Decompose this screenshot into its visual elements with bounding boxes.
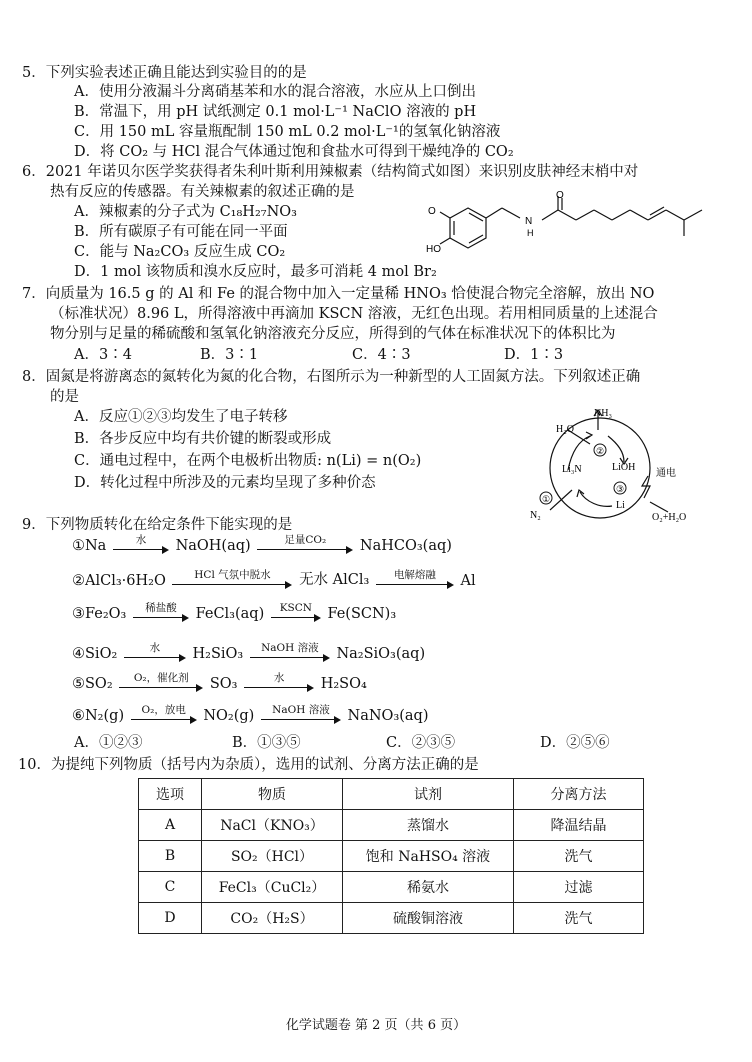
methoxy-o-label: O <box>428 206 436 217</box>
table-cell: B <box>139 841 202 872</box>
reactant: ③Fe₂O₃ <box>72 606 127 622</box>
arrow-condition: 水 <box>273 672 285 684</box>
intermediate: H₂SiO₃ <box>192 646 244 662</box>
intermediate: 无水 AlCl₃ <box>299 572 370 588</box>
product: Na₂SiO₃(aq) <box>336 646 426 662</box>
step2-label: ② <box>596 446 605 456</box>
q9-option-c: C．②③⑤ <box>386 735 456 751</box>
q9-stem: 9．下列物质转化在给定条件下能实现的是 <box>22 517 293 533</box>
q6-option-c: C．能与 Na₂CO₃ 反应生成 CO₂ <box>74 244 286 260</box>
table-row <box>139 841 644 872</box>
q8-option-a: A．反应①②③均发生了电子转移 <box>74 409 288 425</box>
q9-reaction-3 <box>72 602 396 626</box>
arrow-condition: NaOH 溶液 <box>272 704 330 716</box>
reactant: ①Na <box>72 538 107 554</box>
q9-reaction-5 <box>72 672 367 696</box>
product: Al <box>460 573 476 589</box>
step1-label: ① <box>542 494 551 504</box>
q9-option-a: A．①②③ <box>74 735 143 751</box>
table-cell: 降温结晶 <box>514 810 644 841</box>
q7-option-a: A．3∶4 <box>74 347 132 363</box>
capsaicin-structure <box>426 190 720 262</box>
arrow-condition: 水 <box>135 534 147 546</box>
reactant: ④SiO₂ <box>72 646 118 662</box>
table-cell: 蒸馏水 <box>343 810 514 841</box>
arrow-condition: 稀盐酸 <box>145 602 177 614</box>
nitrogen-fixation-cycle-diagram <box>520 400 700 530</box>
reaction-arrow <box>124 642 186 662</box>
q7-option-b: B．3∶1 <box>200 347 259 363</box>
table-row <box>139 810 644 841</box>
table-cell: CO₂（H₂S） <box>202 903 343 934</box>
n2-label: N₂ <box>530 510 541 521</box>
product: Fe(SCN)₃ <box>327 606 397 622</box>
reactant: ⑥N₂(g) <box>72 708 125 724</box>
table-cell: C <box>139 872 202 903</box>
table-cell: 硫酸铜溶液 <box>343 903 514 934</box>
table-row <box>139 872 644 903</box>
table-cell: 稀氨水 <box>343 872 514 903</box>
table-cell: FeCl₃（CuCl₂） <box>202 872 343 903</box>
header-cell: 物质 <box>202 779 343 810</box>
q9-option-b: B．①③⑤ <box>232 735 301 751</box>
intermediate: NO₂(g) <box>203 708 255 724</box>
arrow-condition: 电解熔融 <box>393 569 436 581</box>
table-cell: 洗气 <box>514 903 644 934</box>
q6-stem-line1: 6．2021 年诺贝尔医学奖获得者朱利叶斯利用辣椒素（结构简式如图）来识别皮肤神经末梢中对 <box>22 164 639 180</box>
reaction-arrow <box>113 534 169 554</box>
q9-reaction-2 <box>72 568 476 592</box>
amide-h-label: H <box>527 228 534 238</box>
reactant: ⑤SO₂ <box>72 676 113 692</box>
reaction-arrow <box>119 672 203 692</box>
q7-stem-line1: 7．向质量为 16.5 g 的 Al 和 Fe 的混合物中加入一定量稀 HNO₃ 恰使混合物完全溶解，放出 NO <box>22 286 655 302</box>
q7-stem-line3: 物分别与足量的稀硫酸和氢氧化钠溶液充分反应，所得到的气体在标准状况下的体积比为 <box>50 326 616 342</box>
table-cell: SO₂（HCl） <box>202 841 343 872</box>
lioh-label: LiOH <box>612 462 636 473</box>
q9-option-d: D．②⑤⑥ <box>540 735 610 751</box>
arrow-condition: O₂，放电 <box>141 704 186 716</box>
header-cell: 选项 <box>139 779 202 810</box>
intermediate: FeCl₃(aq) <box>195 606 265 622</box>
li3n-label: Li₃N <box>562 464 582 475</box>
table-cell: 饱和 NaHSO₄ 溶液 <box>343 841 514 872</box>
product: NaNO₃(aq) <box>347 708 429 724</box>
reaction-arrow <box>376 569 454 589</box>
arrow-condition: KSCN <box>279 602 312 614</box>
intermediate: NaOH(aq) <box>175 538 251 554</box>
table-cell: 洗气 <box>514 841 644 872</box>
q6-option-d: D．1 mol 该物质和溴水反应时，最多可消耗 4 mol Br₂ <box>74 264 437 280</box>
reaction-arrow <box>244 672 314 692</box>
q5-stem: 5．下列实验表述正确且能达到实验目的的是 <box>22 65 307 81</box>
table-cell: 过滤 <box>514 872 644 903</box>
header-cell: 试剂 <box>343 779 514 810</box>
reaction-arrow <box>257 534 353 554</box>
h2o-label: H₂O <box>556 424 574 435</box>
carbonyl-o-label: O <box>556 190 564 201</box>
page-footer: 化学试题卷 第 2 页（共 6 页） <box>285 1018 467 1033</box>
q5-option-c: C．用 150 mL 容量瓶配制 150 mL 0.2 mol·L⁻¹的氢氧化钠溶液 <box>74 124 501 140</box>
amide-n-label: N <box>525 216 533 227</box>
q9-reaction-4 <box>72 642 425 666</box>
q7-option-d: D．1∶3 <box>504 347 564 363</box>
q6-option-b: B．所有碳原子有可能在同一平面 <box>74 224 288 240</box>
q6-stem-line2: 热有反应的传感器。有关辣椒素的叙述正确的是 <box>50 184 355 200</box>
reactant: ②AlCl₃·6H₂O <box>72 573 166 589</box>
product: H₂SO₄ <box>320 676 367 692</box>
q8-stem-line2: 的是 <box>50 389 79 405</box>
arrow-condition: 足量CO₂ <box>284 534 327 546</box>
q8-option-b: B．各步反应中均有共价键的断裂或形成 <box>74 431 332 447</box>
intermediate: SO₃ <box>209 676 238 692</box>
arrow-condition: O₂，催化剂 <box>133 672 189 684</box>
table-cell: A <box>139 810 202 841</box>
q10-stem: 10．为提纯下列物质（括号内为杂质），选用的试剂、分离方法正确的是 <box>18 757 479 773</box>
q8-stem-line1: 8．固氮是将游离态的氮转化为氮的化合物，右图所示为一种新型的人工固氮方法。下列叙述正确 <box>22 369 641 385</box>
table-header-row <box>139 779 644 810</box>
reaction-arrow <box>271 602 321 622</box>
electrolysis-label: 通电 <box>656 468 676 479</box>
table-cell: D <box>139 903 202 934</box>
q9-reaction-1 <box>72 534 452 558</box>
purification-table <box>138 778 644 934</box>
reaction-arrow <box>131 704 197 724</box>
reaction-arrow <box>133 602 189 622</box>
table-row <box>139 903 644 934</box>
reaction-arrow <box>172 569 292 589</box>
q8-option-c: C．通电过程中，在两个电极析出物质: n(Li) = n(O₂) <box>74 453 422 469</box>
o2-h2o-label: O₂+H₂O <box>652 512 687 523</box>
q5-option-a: A．使用分液漏斗分离硝基苯和水的混合溶液，水应从上口倒出 <box>74 84 476 100</box>
header-cell: 分离方法 <box>514 779 644 810</box>
q7-option-c: C．4∶3 <box>352 347 411 363</box>
nh3-label: NH₃ <box>594 408 612 419</box>
product: NaHCO₃(aq) <box>359 538 452 554</box>
q5-option-b: B．常温下，用 pH 试纸测定 0.1 mol·L⁻¹ NaClO 溶液的 pH <box>74 104 477 120</box>
arrow-condition: NaOH 溶液 <box>261 642 319 654</box>
q5-option-d: D．将 CO₂ 与 HCl 混合气体通过饱和食盐水可得到干燥纯净的 CO₂ <box>74 144 514 160</box>
li-label: Li <box>616 500 625 511</box>
arrow-condition: HCl 气氛中脱水 <box>194 569 271 581</box>
q9-reaction-6 <box>72 704 429 728</box>
reaction-arrow <box>250 642 330 662</box>
table-cell: NaCl（KNO₃） <box>202 810 343 841</box>
reaction-arrow <box>261 704 341 724</box>
step3-label: ③ <box>616 484 625 494</box>
q7-stem-line2: （标准状况）8.96 L，所得溶液中再滴加 KSCN 溶液，无红色出现。若用相同质量的上述混合 <box>50 306 658 322</box>
hydroxyl-label: HO <box>426 244 441 255</box>
q6-option-a: A．辣椒素的分子式为 C₁₈H₂₇NO₃ <box>74 204 297 220</box>
arrow-condition: 水 <box>149 642 161 654</box>
q8-option-d: D．转化过程中所涉及的元素均呈现了多种价态 <box>74 475 376 491</box>
